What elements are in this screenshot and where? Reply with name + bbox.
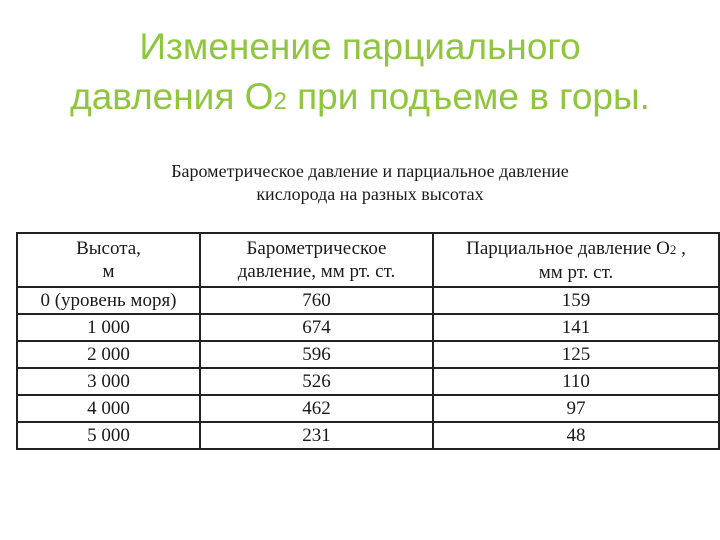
- table-header-row: [17, 233, 719, 287]
- table-row: [17, 341, 719, 368]
- cell-height: 0 (уровень моря): [17, 287, 200, 314]
- cell-barometric-pressure: 596: [200, 341, 433, 368]
- cell-partial-pressure: 159: [433, 287, 719, 314]
- slide-title: [20, 22, 700, 127]
- cell-partial-pressure: 97: [433, 395, 719, 422]
- table-caption: [120, 160, 620, 206]
- table-caption-line-2: кислорода на разных высотах: [256, 184, 484, 204]
- cell-barometric-pressure: 526: [200, 368, 433, 395]
- table-caption-line-1: Барометрическое давление и парциальное давление: [171, 161, 569, 181]
- table-row: [17, 287, 719, 314]
- table-row: [17, 395, 719, 422]
- slide-title-line-2: [20, 72, 700, 127]
- cell-partial-pressure: 110: [433, 368, 719, 395]
- header-barometric-pressure: [200, 233, 433, 287]
- table-row: [17, 422, 719, 449]
- slide-title-line-2-start: давления O: [70, 76, 274, 117]
- table-row: [17, 314, 719, 341]
- header-partial-line-2: мм рт. ст.: [538, 261, 614, 283]
- header-partial-line-1: [434, 237, 718, 261]
- cell-partial-pressure: 48: [433, 422, 719, 449]
- cell-barometric-pressure: 462: [200, 395, 433, 422]
- slide-title-line-2-end: при подъеме в горы.: [286, 76, 650, 117]
- cell-barometric-pressure: 231: [200, 422, 433, 449]
- cell-partial-pressure: 125: [433, 341, 719, 368]
- header-height: [17, 233, 200, 287]
- altitude-pressure-table: [16, 232, 720, 450]
- cell-height: 5 000: [17, 422, 200, 449]
- cell-height: 2 000: [17, 341, 200, 368]
- header-barometric-line-1: Барометрическое: [246, 238, 387, 259]
- header-partial-comma: ,: [676, 237, 686, 259]
- slide-title-o2-subscript: 2: [273, 88, 287, 115]
- header-height-line-1: Высота,: [76, 238, 141, 259]
- header-partial-o2-subscript: 2: [669, 241, 677, 257]
- table-row: [17, 368, 719, 395]
- slide-title-line-1: Изменение парциального: [139, 26, 581, 67]
- header-height-line-2: м: [102, 261, 115, 282]
- header-partial-text: Парциальное давление O: [466, 237, 670, 259]
- header-partial-pressure: [433, 233, 719, 287]
- cell-height: 4 000: [17, 395, 200, 422]
- cell-barometric-pressure: 760: [200, 287, 433, 314]
- cell-partial-pressure: 141: [433, 314, 719, 341]
- cell-barometric-pressure: 674: [200, 314, 433, 341]
- cell-height: 1 000: [17, 314, 200, 341]
- header-barometric-line-2: давление, мм рт. ст.: [237, 261, 396, 282]
- cell-height: 3 000: [17, 368, 200, 395]
- table-body: [17, 287, 719, 449]
